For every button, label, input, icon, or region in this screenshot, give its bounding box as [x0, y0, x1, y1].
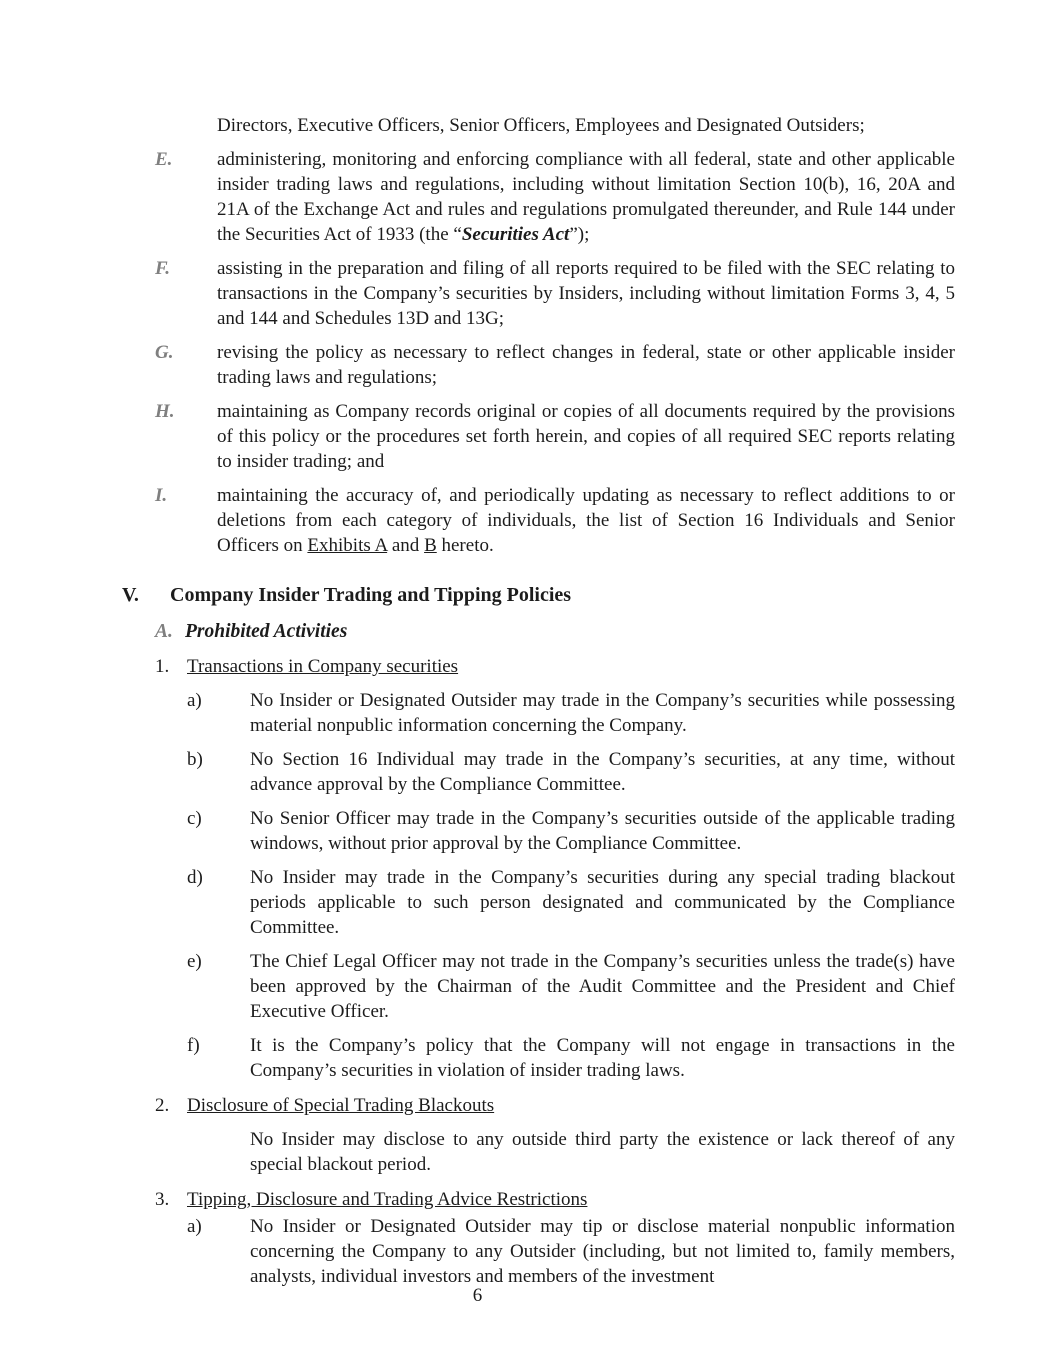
exhibits-a-reference: Exhibits A: [307, 535, 388, 556]
item-title: Transactions in Company securities: [187, 656, 459, 677]
item-text: [217, 147, 955, 247]
item-2-body-text: No Insider may disclose to any outside third party the existence or lack thereof of any special blackout period.: [250, 1129, 955, 1175]
item-text: maintaining as Company records original or copies of all documents required by the provisions of this policy or the procedures set forth herein, and copies of all required SEC reports relating to insider trading; and: [217, 401, 955, 472]
sub-item-1b: [187, 747, 955, 797]
item-text-segment: maintaining the accuracy of, and periodically updating as necessary to reflect additions to or deletions from each category of individuals, the list of Section 16 Individuals and Senior Officers on: [217, 485, 955, 556]
section-v-heading: [122, 582, 955, 609]
continuation-line: Directors, Executive Officers, Senior Officers, Employees and Designated Outsiders;: [217, 115, 865, 136]
item-title: Tipping, Disclosure and Trading Advice Restrictions: [187, 1189, 588, 1210]
subsection-a-heading: [155, 619, 955, 644]
sub-item-text: It is the Company’s policy that the Company will not engage in transactions in the Company’s securities in violation of insider trading laws.: [250, 1035, 955, 1081]
sub-item-1a: [187, 688, 955, 738]
item-text: revising the policy as necessary to reflect changes in federal, state or other applicable insider trading laws and regulations;: [217, 342, 955, 388]
page-number: 6: [472, 1285, 483, 1306]
item-letter-label: E.: [155, 149, 173, 170]
document-content: [0, 113, 955, 1289]
sub-item-3a: [187, 1214, 955, 1289]
policy-item-h: [155, 399, 955, 474]
item-number: 2.: [155, 1095, 170, 1116]
item-letter-label: I.: [155, 485, 168, 506]
sub-item-text: No Insider or Designated Outsider may trade in the Company’s securities while possessing material nonpublic information concerning the Company.: [250, 690, 955, 736]
policy-item-f: [155, 256, 955, 331]
policy-item-i: [155, 483, 955, 558]
item-letter-label: F.: [155, 258, 170, 279]
numbered-heading-2: [155, 1093, 955, 1118]
item-letter-label: H.: [155, 401, 175, 422]
sub-item-label: a): [187, 1216, 202, 1237]
section-title: Company Insider Trading and Tipping Policies: [170, 584, 572, 606]
numbered-heading-1: [155, 654, 955, 679]
item-text-segment: hereto.: [436, 535, 494, 556]
sub-item-text: No Insider or Designated Outsider may tip or disclose material nonpublic information concerning the Company to any Outsider (including, but not limited to, family members, analysts, individual investors and members of the investment: [250, 1216, 955, 1287]
sub-item-1e: [187, 949, 955, 1024]
sub-item-label: f): [187, 1035, 200, 1056]
sub-item-text: No Senior Officer may trade in the Company’s securities outside of the applicable trading windows, without prior approval by the Compliance Committee.: [250, 808, 955, 854]
sub-item-label: a): [187, 690, 202, 711]
item-title: Disclosure of Special Trading Blackouts: [187, 1095, 495, 1116]
policy-item-g: [155, 340, 955, 390]
item-text: assisting in the preparation and filing of all reports required to be filed with the SEC relating to transactions in the Company’s securities by Insiders, including without limitation Forms 3, 4, 5 and 144 and Schedules 13D and 13G;: [217, 258, 955, 329]
subsection-title: Prohibited Activities: [185, 621, 348, 642]
subsection-letter-label: A.: [155, 621, 173, 642]
sub-item-label: d): [187, 867, 203, 888]
exhibit-b-reference: B: [424, 535, 437, 556]
sub-item-label: e): [187, 951, 202, 972]
sub-item-1f: [187, 1033, 955, 1083]
numbered-heading-3: [155, 1187, 955, 1212]
sub-item-text: No Insider may trade in the Company’s securities during any special trading blackout periods applicable to such person designated and communicated by the Compliance Committee.: [250, 867, 955, 938]
item-number: 1.: [155, 656, 170, 677]
sub-item-1c: [187, 806, 955, 856]
section-number: V.: [122, 584, 139, 606]
sub-item-label: b): [187, 749, 203, 770]
sub-item-text: No Section 16 Individual may trade in the Company’s securities, at any time, without advance approval by the Compliance Committee.: [250, 749, 955, 795]
sub-item-text: The Chief Legal Officer may not trade in the Company’s securities unless the trade(s) have been approved by the Chairman of the Audit Committee and the President and Chief Executive Officer.: [250, 951, 955, 1022]
item-number: 3.: [155, 1189, 170, 1210]
policy-item-e: [155, 147, 955, 247]
item-text-segment: and: [387, 535, 425, 556]
item-letter-label: G.: [155, 342, 174, 363]
item-text-segment: administering, monitoring and enforcing compliance with all federal, state and other applicable insider trading laws and regulations, including without limitation Section 10(b), 16, 20A and 21A of the Exchange Act and rules and regulations promulgated thereunder, and Rule 144 under the Securities Act of 1933 (the “: [217, 149, 955, 245]
item-text: [217, 483, 955, 558]
sub-item-label: c): [187, 808, 202, 829]
defined-term-securities-act: Securities Act: [461, 224, 570, 245]
item-text-segment: ”);: [569, 224, 590, 245]
sub-item-1d: [187, 865, 955, 940]
